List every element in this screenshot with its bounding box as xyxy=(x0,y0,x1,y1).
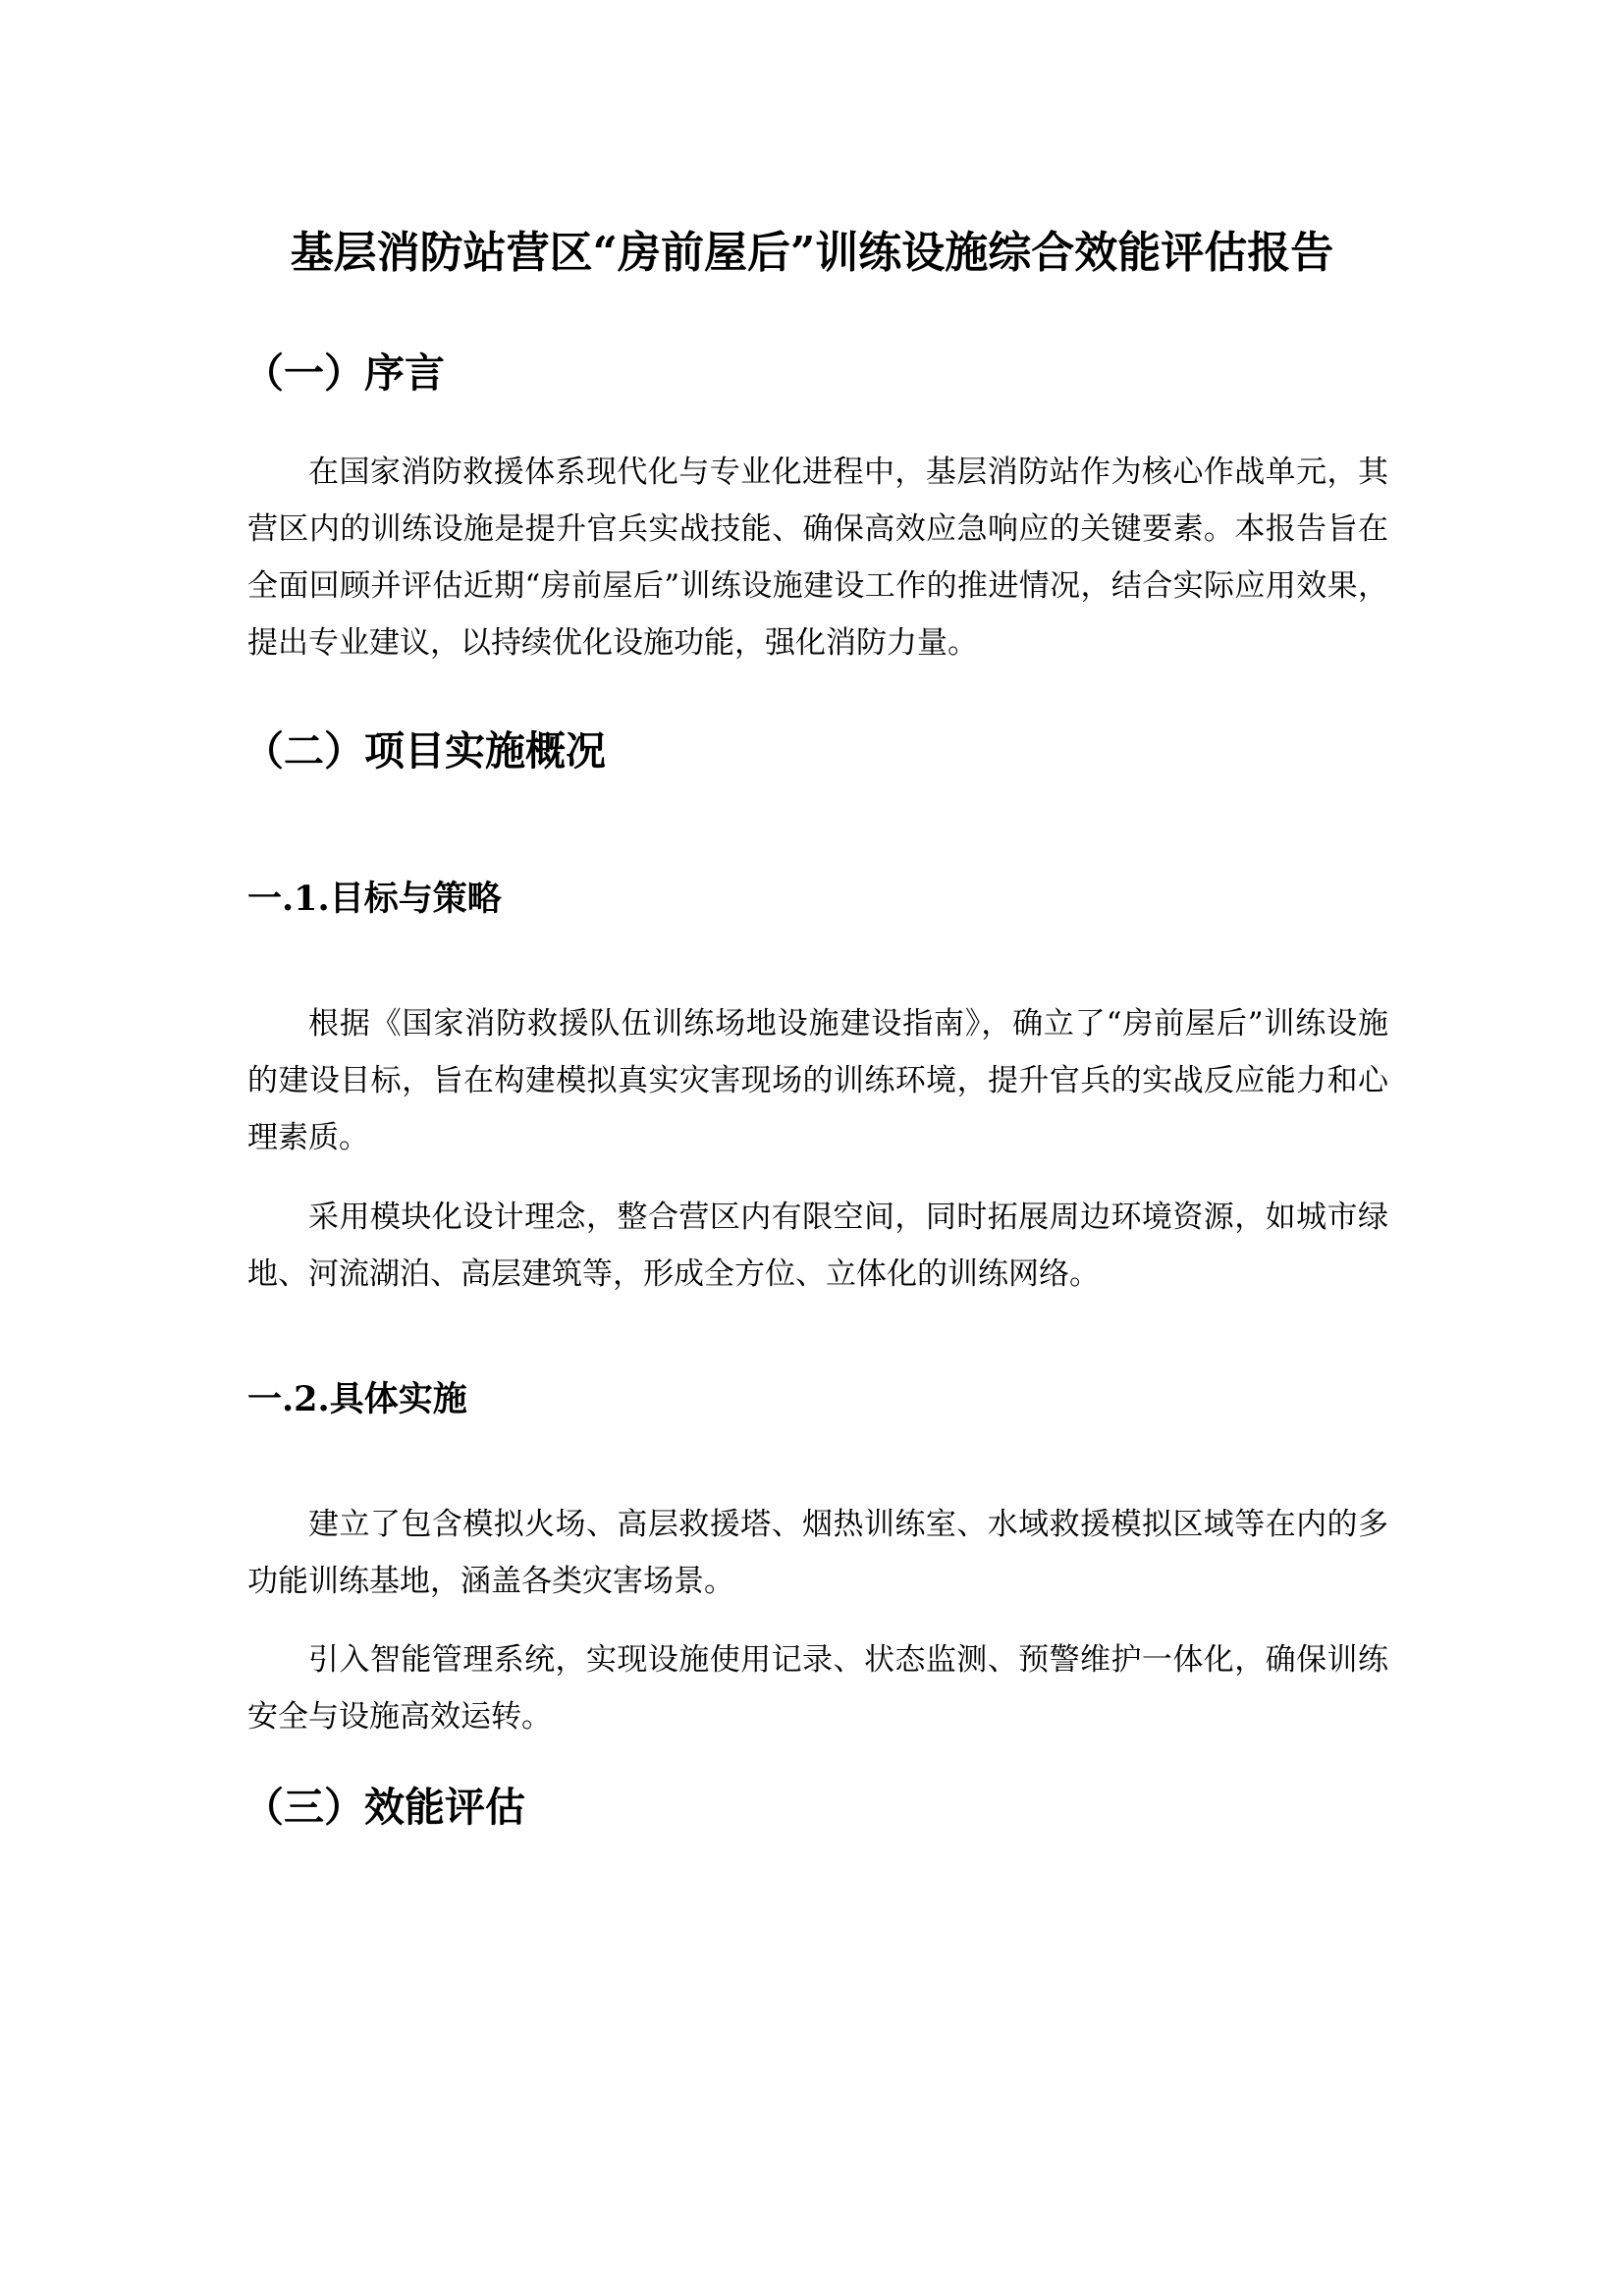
section-heading-implementation-overview: （二）项目实施概况 xyxy=(244,727,606,774)
goals-paragraph-2: 采用模块化设计理念，整合营区内有限空间，同时拓展周边环境资源，如城市绿地、河流湖泊、高层建筑等，形成全方位、立体化的训练网络。 xyxy=(247,1200,1388,1292)
implementation-paragraph-2: 引入智能管理系统，实现设施使用记录、状态监测、预警维护一体化，确保训练安全与设施高效运转。 xyxy=(247,1642,1388,1735)
document-title: 基层消防站营区“房前屋后”训练设施综合效能评估报告 xyxy=(290,228,1334,278)
section-heading-preface: （一）序言 xyxy=(244,349,445,397)
subsection-heading-goals-strategy: 一.1.目标与策略 xyxy=(247,879,502,919)
implementation-paragraph-1: 建立了包含模拟火场、高层救援塔、烟热训练室、水域救援模拟区域等在内的多功能训练基地，涵盖各类灾害场景。 xyxy=(247,1507,1388,1599)
subsection-heading-specific-implementation: 一.2.具体实施 xyxy=(247,1379,467,1419)
goals-paragraph-1: 根据《国家消防救援队伍训练场地设施建设指南》，确立了“房前屋后”训练设施的建设目标，旨在构建模拟真实灾害现场的训练环境，提升官兵的实战反应能力和心理素质。 xyxy=(247,1006,1388,1155)
preface-paragraph: 在国家消防救援体系现代化与专业化进程中，基层消防站作为核心作战单元，其营区内的训练设施是提升官兵实战技能、确保高效应急响应的关键要素。本报告旨在全面回顾并评估近期“房前屋后”训练设施建设工作的推进情况，结合实际应用效果，提出专业建议，以持续优化设施功能，强化消防力量。 xyxy=(247,454,1388,661)
section-heading-effectiveness-evaluation: （三）效能评估 xyxy=(244,1784,525,1831)
